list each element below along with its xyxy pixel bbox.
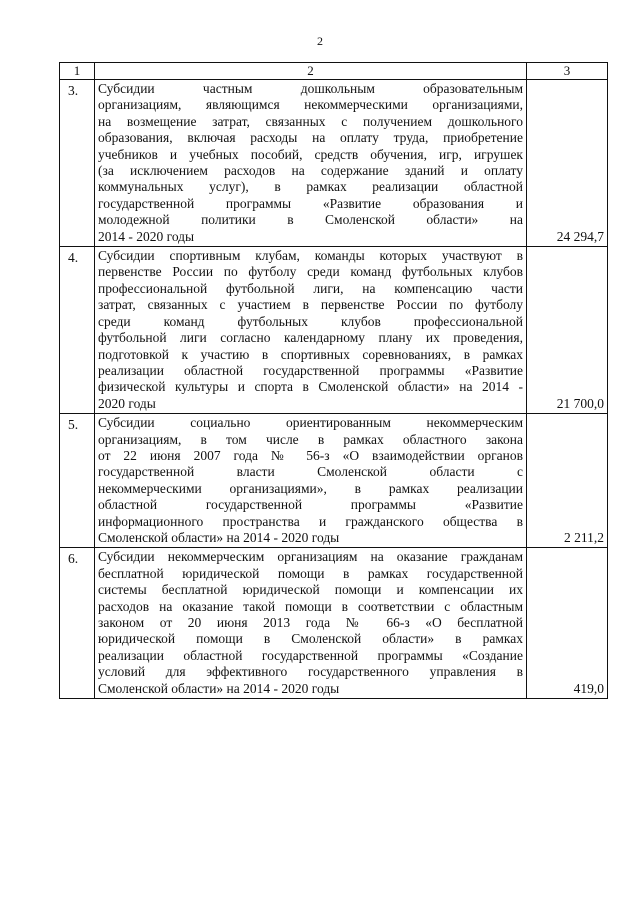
description-line: Смоленской области» на 2014 - 2020 годы <box>98 529 340 545</box>
row-number: 5. <box>60 414 95 548</box>
description-line: затрат, связанных с участием в первенстве России по футболу <box>98 297 523 313</box>
description-line: учебников и учебных пособий, средств обучения, игр, игрушек <box>98 146 523 162</box>
description-line: некоммерческими организациями», в рамках реализации <box>98 480 523 496</box>
description-line: 2014 - 2020 годы <box>98 228 195 244</box>
description-line: Смоленской области» на 2014 - 2020 годы <box>98 680 340 696</box>
table-header-row <box>60 63 608 80</box>
header-col-2: 2 <box>95 63 527 80</box>
description-line: Субсидии социально ориентированным некоммерческим <box>98 415 523 431</box>
row-amount: 2 211,2 <box>527 414 608 548</box>
description-line: государственной программы «Развитие образования и <box>98 195 523 211</box>
header-col-1: 1 <box>60 63 95 80</box>
description-line: среди команд футбольных клубов профессиональной <box>98 313 523 329</box>
description-line: бесплатной юридической помощи в рамках государственной <box>98 565 523 581</box>
description-line: (за исключением расходов на содержание зданий и оплату <box>98 163 523 179</box>
table-row <box>60 414 608 548</box>
row-amount: 419,0 <box>527 548 608 699</box>
description-line: первенстве России по футболу среди команд футбольных клубов <box>98 264 523 280</box>
row-description <box>95 548 527 699</box>
page-number: 2 <box>317 34 323 48</box>
description-line: молодежной политики в Смоленской области» на <box>98 212 523 228</box>
description-line: законом от 20 июня 2013 года № 66-з «О бесплатной <box>98 615 523 630</box>
description-line: расходов на оказание такой помощи в соответствии с областным <box>98 598 523 614</box>
row-amount: 21 700,0 <box>527 247 608 414</box>
subsidy-table <box>59 62 608 699</box>
row-number: 3. <box>60 80 95 247</box>
description-line: профессиональной футбольной лиги, на компенсацию части <box>98 280 523 296</box>
description-line: 2020 годы <box>98 395 156 411</box>
description-line: организациям, в том числе в рамках областного закона <box>98 431 523 447</box>
description-line: областной государственной программы «Развитие <box>98 497 523 513</box>
description-line: на возмещение затрат, связанных с получением дошкольного <box>98 113 523 129</box>
header-col-3: 3 <box>527 63 608 80</box>
description-line: коммунальных услуг), в рамках реализации областной <box>98 179 523 195</box>
description-line: организациям, являющимся некоммерческими организациями, <box>98 97 523 113</box>
description-line: физической культуры и спорта в Смоленской области» на 2014 - <box>98 379 523 395</box>
row-description <box>95 247 527 414</box>
description-line: реализации областной государственной программы «Развитие <box>98 362 523 378</box>
row-number: 6. <box>60 548 95 699</box>
description-line: от 22 июня 2007 года № 56-з «О взаимодействии органов <box>98 447 523 463</box>
description-line: подготовкой к участию в спортивных соревнованиях, в рамках <box>98 346 523 362</box>
description-line: Субсидии некоммерческим организациям на оказание гражданам <box>98 549 523 565</box>
table-row <box>60 548 608 699</box>
description-line: образования, включая расходы на оплату труда, приобретение <box>98 130 523 146</box>
description-line: системы бесплатной юридической помощи и компенсации их <box>98 582 523 598</box>
description-line: условий для эффективного государственного управления в <box>98 664 523 680</box>
description-line: реализации областной государственной программы «Создание <box>98 647 523 663</box>
description-line: Субсидии частным дошкольным образовательным <box>98 81 523 96</box>
row-amount: 24 294,7 <box>527 80 608 247</box>
description-line: Субсидии спортивным клубам, команды которых участвуют в <box>98 248 523 264</box>
row-number: 4. <box>60 247 95 414</box>
description-line: государственной власти Смоленской области с <box>98 464 523 480</box>
row-description <box>95 414 527 548</box>
table-row <box>60 247 608 414</box>
table-row <box>60 80 608 247</box>
description-line: юридической помощи в Смоленской области» в рамках <box>98 631 523 647</box>
row-description <box>95 80 527 247</box>
description-line: футбольной лиги согласно календарному плану их проведения, <box>98 330 523 346</box>
description-line: информационного пространства и гражданского общества в <box>98 513 523 529</box>
